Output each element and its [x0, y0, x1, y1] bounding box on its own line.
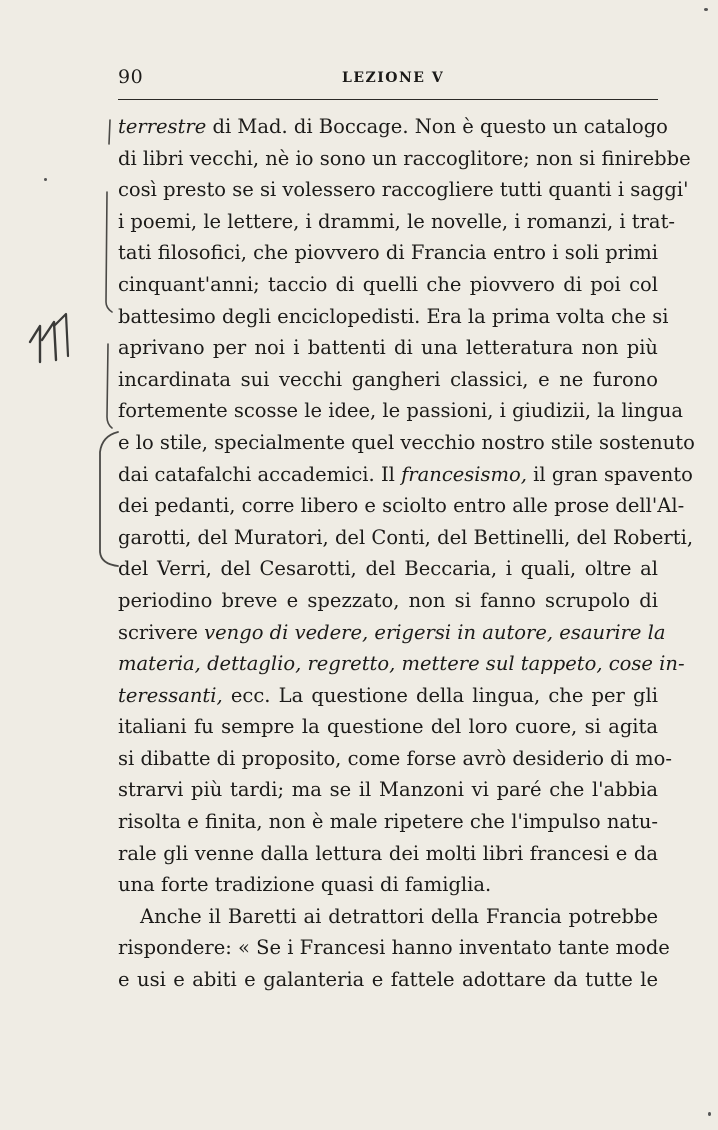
text-line [118, 206, 675, 238]
text-run: si dibatte di proposito, come forse avrò desiderio di mo- [118, 746, 672, 770]
page-header [118, 66, 658, 96]
text-line [118, 680, 658, 712]
text-run: tati filosofici, che piovvero di Francia entro i soli primi [118, 241, 658, 265]
page-number: 90 [118, 66, 144, 88]
text-run: scrivere [118, 620, 205, 644]
text-line [118, 269, 658, 301]
text-line [118, 459, 693, 491]
italic-text: terrestre [118, 115, 207, 138]
text-line [118, 490, 685, 522]
text-line [118, 395, 684, 427]
text-run: fortemente scosse le idee, le passioni, i giudizii, la lingua [118, 399, 684, 423]
text-line [118, 174, 689, 206]
text-run: rale gli venne dalla lettura dei molti libri francesi e da [118, 841, 658, 865]
text-run: italiani fu sempre la questione del loro cuore, si agita [118, 715, 658, 739]
text-run: strarvi più tardi; ma se il Manzoni vi paré che l'abbia [118, 778, 658, 802]
text-line [118, 553, 658, 585]
running-title: LEZIONE V [342, 70, 445, 86]
text-run: del Verri, del Cesarotti, del Beccaria, i quali, oltre al [118, 557, 658, 581]
text-line [118, 838, 658, 870]
margin-bracket-mark [96, 112, 124, 572]
paper-speck [708, 1112, 711, 1116]
text-line [118, 111, 668, 143]
text-run: una forte tradizione quasi di famiglia. [118, 873, 492, 897]
text-run: di libri vecchi, nè io sono un raccoglitore; non si finirebbe [118, 146, 691, 170]
text-run: periodino breve e spezzato, non si fanno scrupolo di [118, 588, 658, 612]
text-line [118, 301, 669, 333]
italic-text: materia, dettaglio, regretto, mettere sul tappeto, cose in- [118, 652, 685, 676]
text-run: e usi e abiti e galanteria e fattele adottare da tutte le [118, 968, 658, 992]
text-run: aprivano per noi i battenti di una letteratura non più [118, 336, 658, 360]
text-line [118, 648, 685, 680]
text-line [118, 617, 666, 649]
text-run: di Mad. di Boccage. Non è questo un catalogo [206, 115, 668, 138]
text-run: dei pedanti, corre libero e sciolto entro alle prose dell'Al- [118, 494, 685, 518]
text-line [118, 806, 658, 838]
text-run: risolta e finita, non è male ripetere che l'impulso natu- [118, 810, 658, 834]
text-line [118, 332, 658, 364]
paper-speck [44, 178, 47, 181]
margin-handwriting-mark [26, 312, 76, 368]
text-run: i poemi, le lettere, i drammi, le novelle, i romanzi, i trat- [118, 209, 675, 233]
text-line [118, 522, 694, 554]
paper-speck [704, 8, 708, 11]
text-run: dai catafalchi accademici. Il [118, 462, 402, 486]
text-line [118, 932, 670, 964]
text-line [118, 711, 658, 743]
text-line [118, 869, 658, 901]
text-line [118, 901, 658, 933]
text-run: così presto se si volessero raccogliere tutti quanti i saggi' [118, 178, 689, 202]
text-line [118, 743, 672, 775]
text-run: e lo stile, specialmente quel vecchio nostro stile sostenuto [118, 430, 695, 454]
text-line [118, 237, 658, 269]
text-run: ecc. La questione della lingua, che per gli [222, 683, 658, 707]
text-line [118, 364, 658, 396]
text-line [118, 585, 658, 617]
text-run: garotti, del Muratori, del Conti, del Bettinelli, del Roberti, [118, 525, 694, 549]
text-run: Anche il Baretti ai detrattori della Francia potrebbe [140, 904, 658, 928]
text-run: battesimo degli enciclopedisti. Era la prima volta che si [118, 304, 669, 328]
text-run: cinquant'anni; taccio di quelli che piovvero di poi col [118, 272, 658, 296]
text-run: rispondere: « Se i Francesi hanno inventato tante mode [118, 936, 670, 960]
header-rule [118, 99, 658, 100]
text-line [118, 964, 658, 996]
text-run: incardinata sui vecchi gangheri classici, e ne furono [118, 367, 658, 391]
body-text [118, 111, 695, 996]
italic-text: teressanti, [118, 683, 223, 707]
text-line [118, 774, 658, 806]
text-line [118, 427, 695, 459]
text-line [118, 143, 691, 175]
text-run: il gran spavento [526, 462, 693, 486]
italic-text: francesismo, [401, 462, 527, 486]
italic-text: vengo di vedere, erigersi in autore, esaurire la [204, 620, 666, 644]
